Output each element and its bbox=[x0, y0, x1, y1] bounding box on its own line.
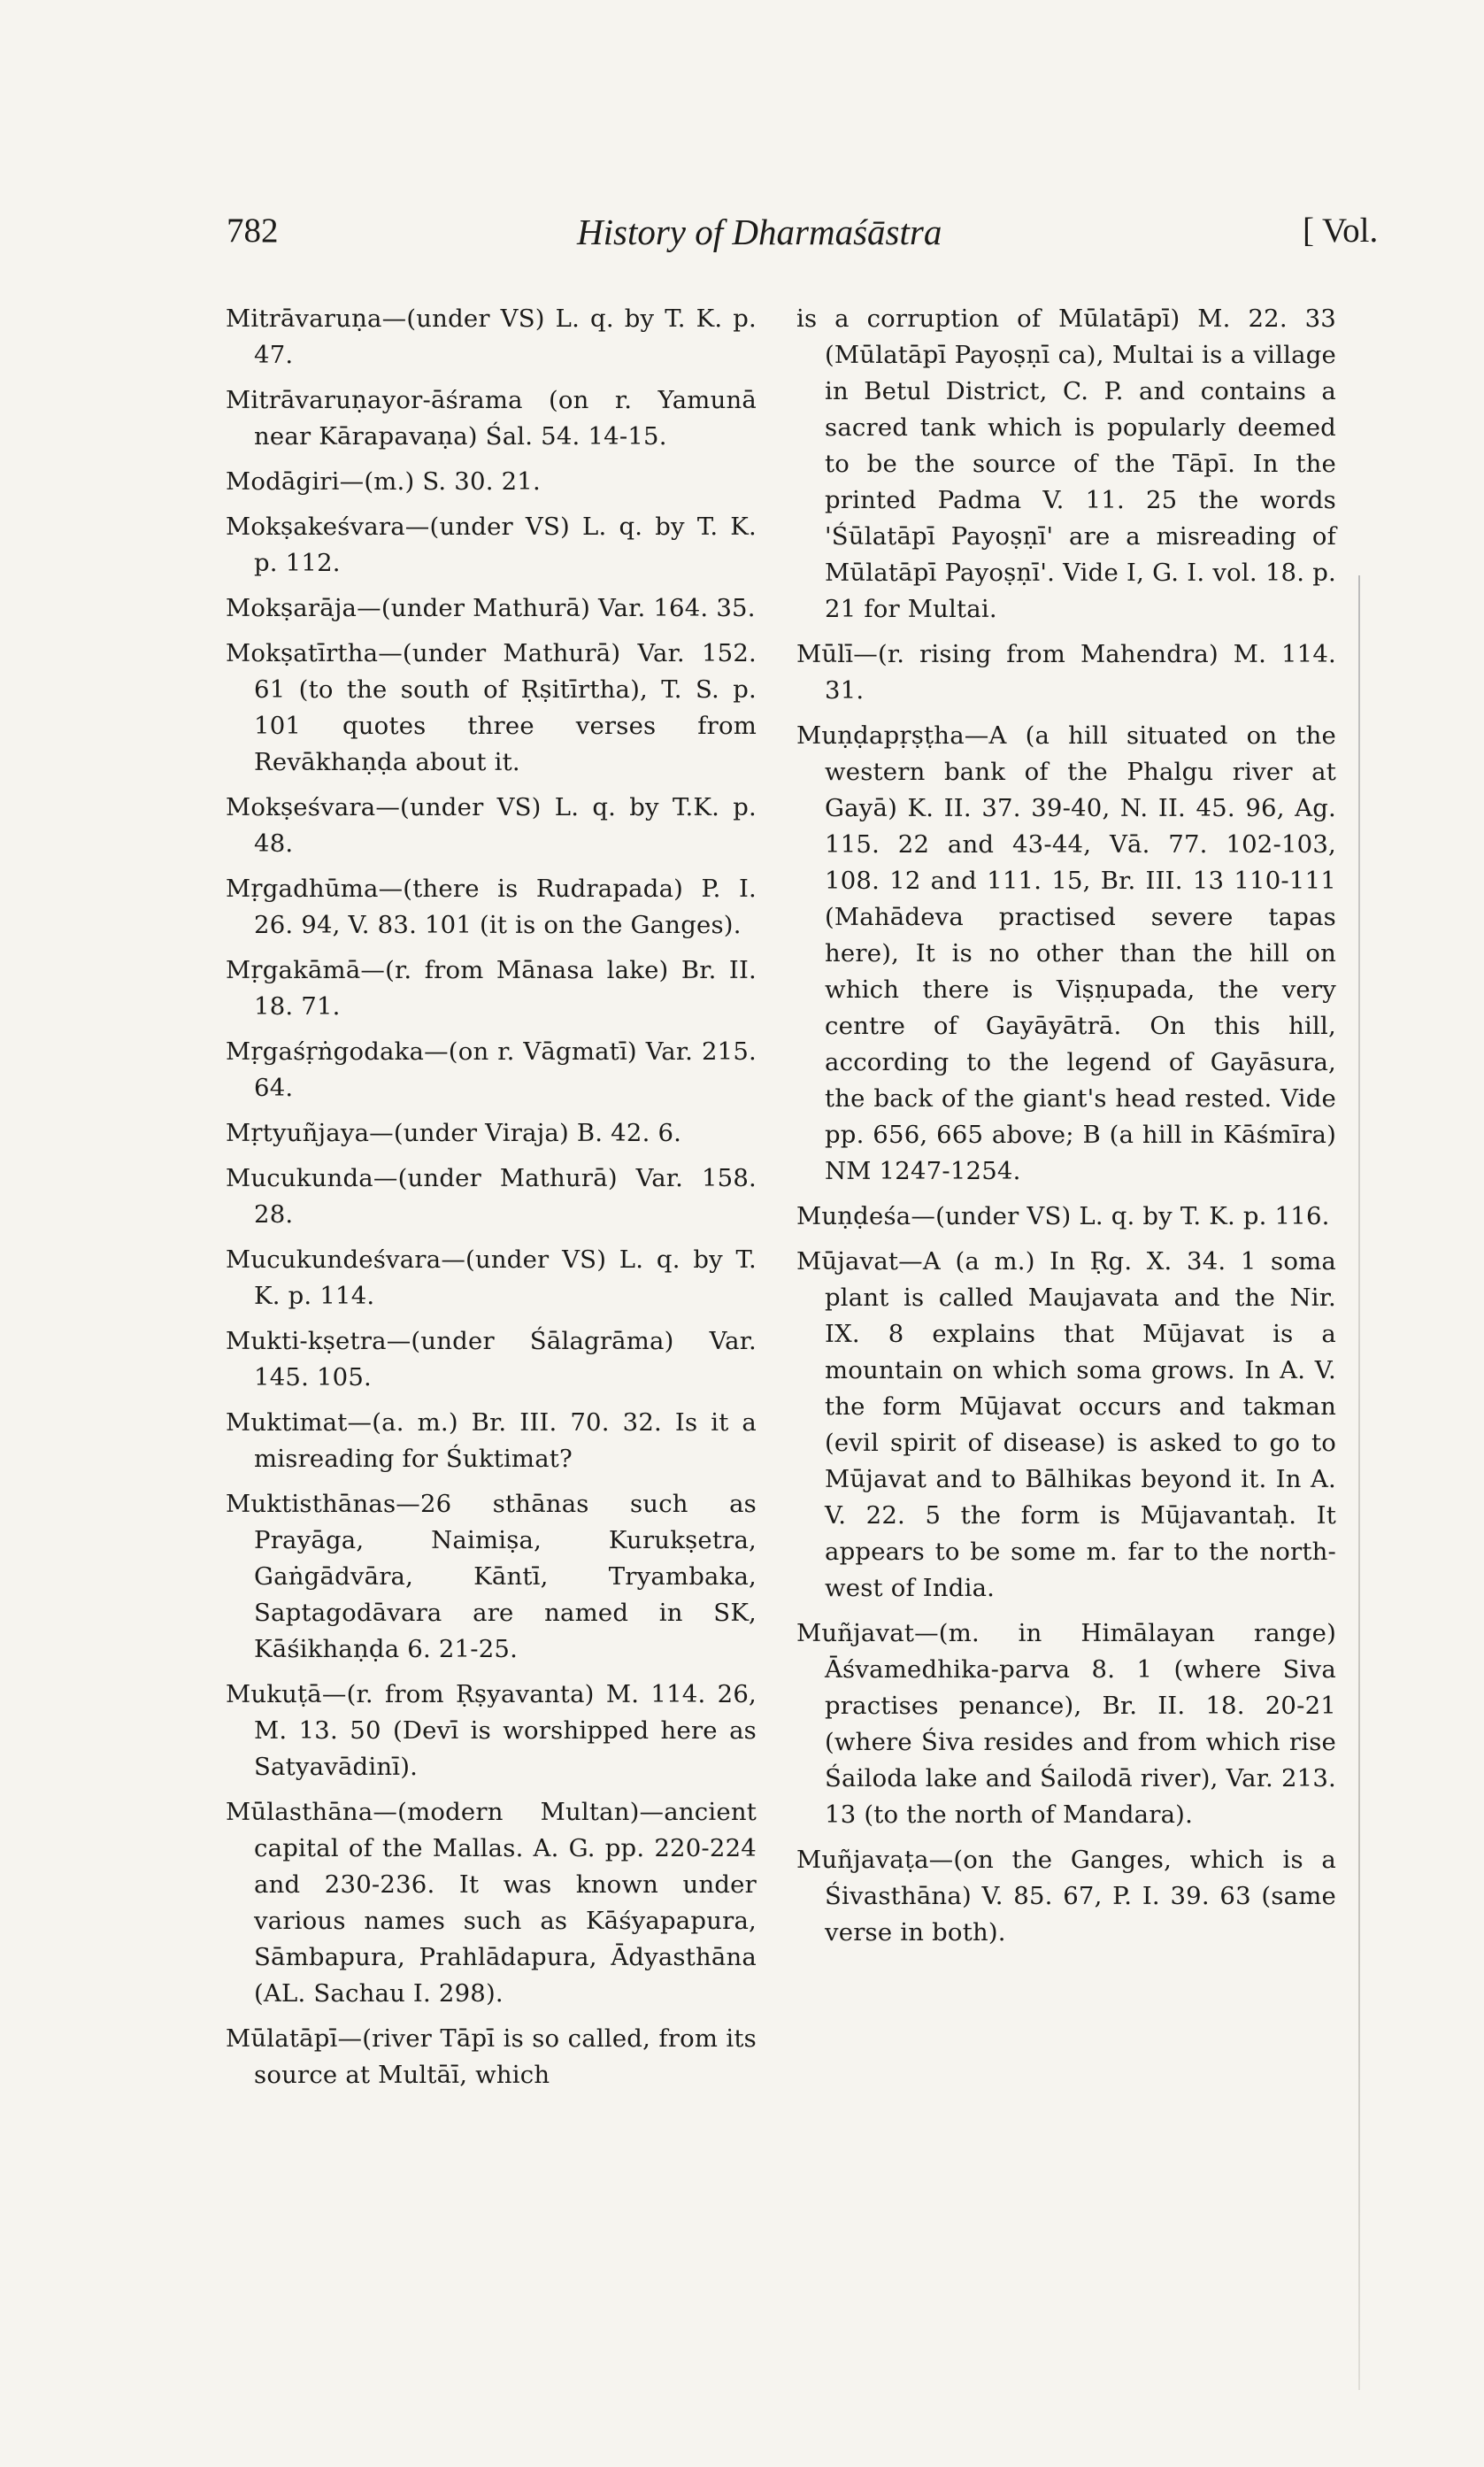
gazetteer-entry: Muktisthānas—26 sthānas such as Prayāga, Naimiṣa, Kurukṣetra, Gaṅgādvāra, Kāntī, Tryambaka, Saptagodāvara are named in SK, Kāśikhaṇḍa 6. 21-25. bbox=[226, 1490, 757, 1663]
gazetteer-entry: Muktimat—(a. m.) Br. III. 70. 32. Is it a misreading for Śuktimat? bbox=[226, 1408, 757, 1473]
gazetteer-entry: Mṛtyuñjaya—(under Viraja) B. 42. 6. bbox=[226, 1119, 682, 1147]
running-title: History of Dharmaśāstra bbox=[577, 212, 942, 252]
gazetteer-entry: Muñjavat—(m. in Himālayan range) Āśvamedhika-parva 8. 1 (where Siva practises penance), Br. II. 18. 20-21 (where Śiva resides and from which rise Śailoda lake and Śailodā river), Var. 213. 13 (to the north of Mandara). bbox=[796, 1619, 1336, 1829]
gazetteer-entry: Muṇḍapṛṣṭha—A (a hill situated on the western bank of the Phalgu river at Gayā) K. II. 37. 39-40, N. II. 45. 96, Ag. 115. 22 and 43-44, Vā. 77. 102-103, 108. 12 and 111. 15, Br. III. 13 110-111 (Mahādeva practised severe tapas here), It is no other than the hill on which there is Viṣṇupada, the very centre of Gayāyātrā. On this hill, according to the legend of Gayāsura, the back of the giant's head rested. Vide pp. 656, 665 above; B (a hill in Kāśmīra) NM 1247-1254. bbox=[796, 721, 1336, 1185]
gazetteer-entry: Mukti-kṣetra—(under Śālagrāma) Var. 145. 105. bbox=[226, 1327, 757, 1392]
gazetteer-entry: Mitrāvaruṇayor-āśrama (on r. Yamunā near Kārapavaṇa) Śal. 54. 14-15. bbox=[226, 386, 757, 451]
gazetteer-entry: Mūlasthāna—(modern Multan)—ancient capital of the Mallas. A. G. pp. 220-224 and 230-236. It was known under various names such as Kāśyapapura, Sāmbapura, Prahlādapura, Ādyasthāna (AL. Sachau I. 298). bbox=[226, 1798, 757, 2008]
gazetteer-entry: Mukuṭā—(r. from Ṛṣyavanta) M. 114. 26, M. 13. 50 (Devī is worshipped here as Satyavādinī). bbox=[226, 1680, 757, 1781]
gazetteer-entry: Mitrāvaruṇa—(under VS) L. q. by T. K. p. 47. bbox=[226, 305, 757, 369]
page-number: 782 bbox=[227, 212, 279, 250]
gazetteer-entry: Mokṣarāja—(under Mathurā) Var. 164. 35. bbox=[226, 594, 756, 622]
volume-marker: [ Vol. bbox=[1303, 212, 1379, 250]
gazetteer-entry: is a corruption of Mūlatāpī) M. 22. 33 (Mūlatāpī Payoṣṇī ca), Multai is a village in Betul District, C. P. and contains a sacred tank which is popularly deemed to be the source of the Tāpī. In the printed Padma V. 11. 25 the words 'Śūlatāpī Payoṣṇī' are a misreading of Mūlatāpī Payoṣṇī'. Vide I, G. I. vol. 18. p. 21 for Multai. bbox=[796, 305, 1336, 623]
gazetteer-entry: Muñjavaṭa—(on the Ganges, which is a Śivasthāna) V. 85. 67, P. I. 39. 63 (same verse in both). bbox=[796, 1846, 1336, 1947]
gazetteer-entry: Mokṣatīrtha—(under Mathurā) Var. 152. 61 (to the south of Ṛṣitīrtha), T. S. p. 101 quotes three verses from Revākhaṇḍa about it. bbox=[226, 639, 757, 776]
gazetteer-entry: Muṇḍeśa—(under VS) L. q. by T. K. p. 116. bbox=[796, 1202, 1330, 1230]
gazetteer-entry: Mūlatāpī—(river Tāpī is so called, from its source at Multāī, which bbox=[226, 2024, 757, 2089]
gazetteer-entry: Mṛgaśṛṅgodaka—(on r. Vāgmatī) Var. 215. 64. bbox=[226, 1037, 757, 1102]
gazetteer-entry: Mucukunda—(under Mathurā) Var. 158. 28. bbox=[226, 1164, 757, 1229]
right-column bbox=[796, 301, 1336, 1960]
gazetteer-entry: Mucukundeśvara—(under VS) L. q. by T. K. p. 114. bbox=[226, 1245, 757, 1310]
gazetteer-entry: Mūjavat—A (a m.) In Ṛg. X. 34. 1 soma plant is called Maujavata and the Nir. IX. 8 explains that Mūjavat is a mountain on which soma grows. In A. V. the form Mūjavat occurs and takman (evil spirit of disease) is asked to go to Mūjavat and to Bālhikas beyond it. In A. V. 22. 5 the form is Mūjavantaḥ. It appears to be some m. far to the north-west of India. bbox=[796, 1247, 1336, 1602]
gazetteer-entry: Mokṣeśvara—(under VS) L. q. by T.K. p. 48. bbox=[226, 793, 757, 858]
page-edge-shadow bbox=[1358, 575, 1360, 2390]
gazetteer-entry: Mṛgadhūma—(there is Rudrapada) P. I. 26. 94, V. 83. 101 (it is on the Ganges). bbox=[226, 875, 757, 939]
gazetteer-entry: Mṛgakāmā—(r. from Mānasa lake) Br. II. 18. 71. bbox=[226, 956, 757, 1021]
gazetteer-entry: Mūlī—(r. rising from Mahendra) M. 114. 31. bbox=[796, 640, 1336, 705]
gazetteer-entry: Mokṣakeśvara—(under VS) L. q. by T. K. p. 112. bbox=[226, 513, 757, 577]
gazetteer-entry: Modāgiri—(m.) S. 30. 21. bbox=[226, 467, 541, 496]
left-column bbox=[226, 301, 757, 2102]
